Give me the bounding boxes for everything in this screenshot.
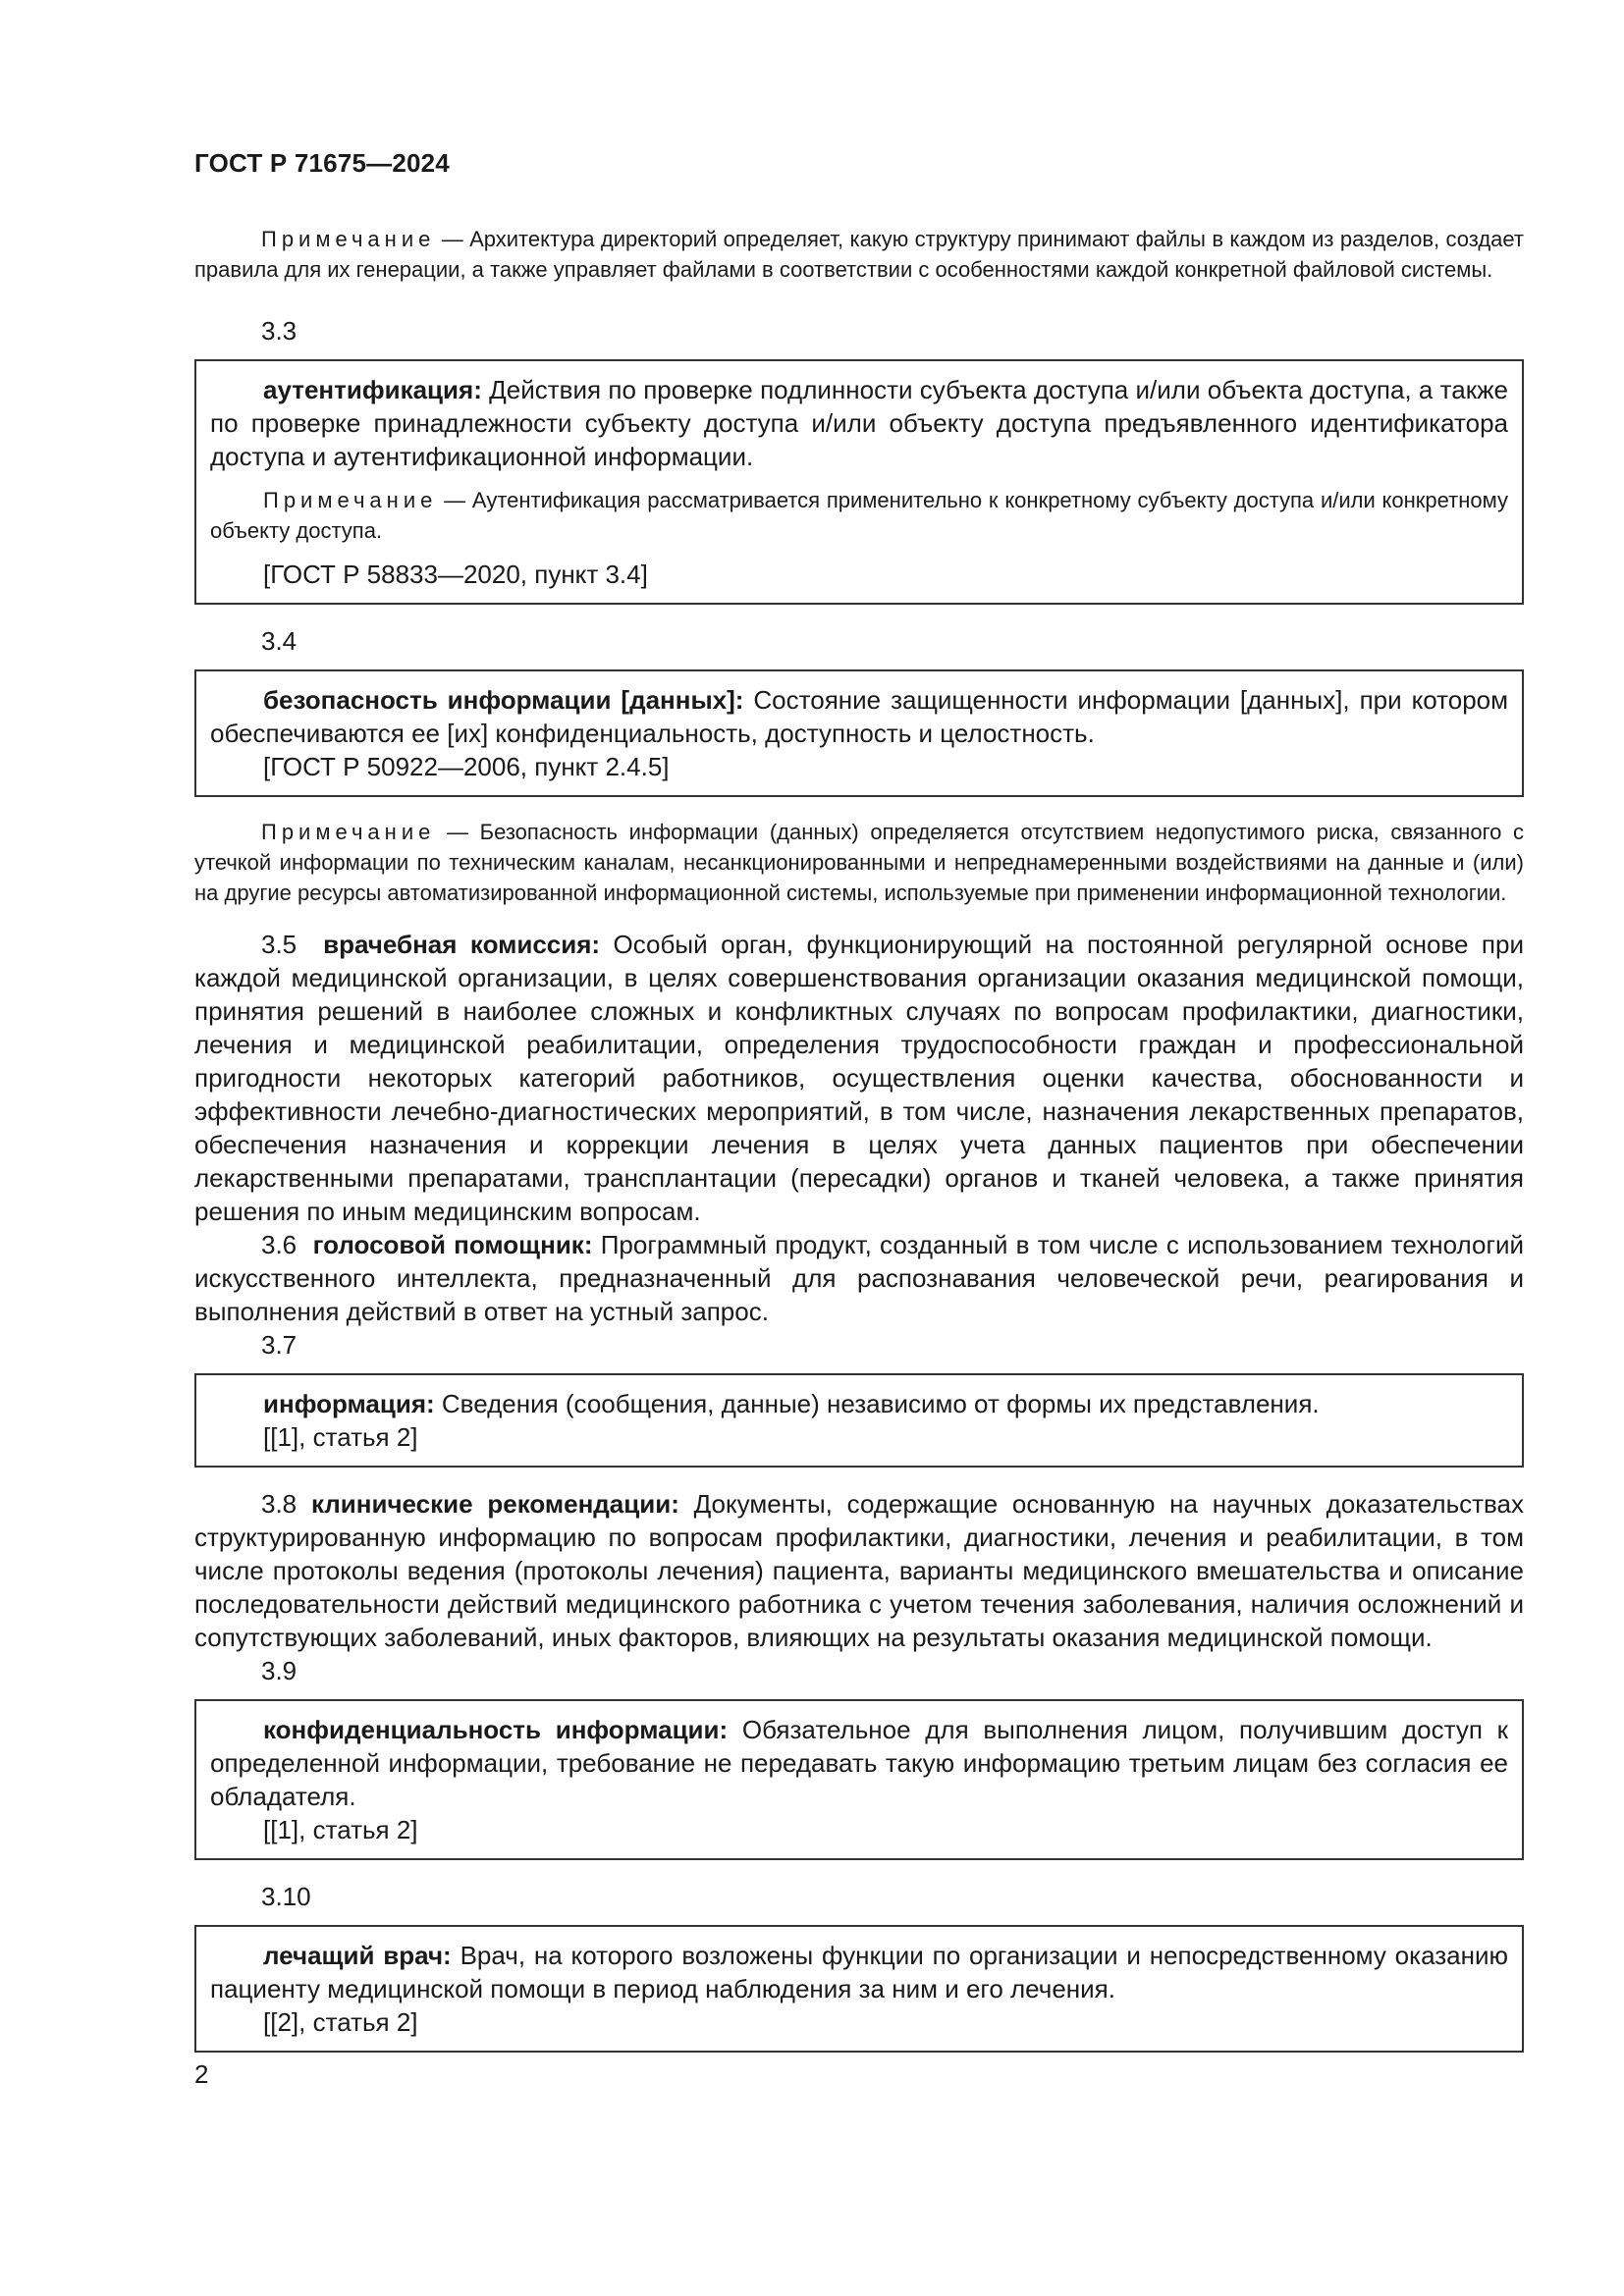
term-label: конфиденциальность информации: [263,1715,729,1744]
term-definition: Особый орган, функционирующий на постоянной регулярной основе при каждой медицинской организации, в целях совершенствования организации оказания медицинской помощи, принятия решений в наиболее сложных и конфликтных случаях по вопросам профилактики, диагностики, лечения и медицинской реабилитации, определения трудоспособности граждан и профессиональной пригодности некоторых категорий работников, осуществления оценки качества, обоснованности и эффективности лечебно-диагностических мероприятий, в том числе, назначения лекарственных препаратов, обеспечения назначения и коррекции лечения в целях учета данных пациентов при обеспечении лекарственными препаратами, трансплантации (пересадки) органов и тканей человека, а также принятия решения по иным медицинским вопросам. [194,930,1524,1226]
note-label: Примечание [261,227,436,251]
definition-paragraph [210,1387,1508,1420]
term-label: голосовой помощник: [312,1230,593,1259]
note-label: Примечание [261,820,436,844]
reference: [[2], статья 2] [263,2007,418,2037]
note-label: Примечание [263,488,438,512]
term-label: аутентификация: [263,375,482,404]
term-definition: Состояние защищенности информации [данных], при котором обеспечиваются ее [их] конфиденциальность, доступность и целостность. [210,685,1509,748]
term-definition: Программный продукт, созданный в том числе с использованием технологий искусственного интеллекта, предназначенный для распознавания человеческой речи, реагирования и выполнения действий в ответ на устный запрос. [194,1230,1525,1326]
term-definition: Сведения (сообщения, данные) независимо от формы их представления. [434,1389,1320,1418]
section-number: 3.8 [261,1489,298,1519]
term-box-information [194,1373,1524,1468]
definition-paragraph [210,1713,1508,1813]
note-paragraph [194,817,1524,908]
note-paragraph [194,224,1524,285]
page-number: 2 [194,2059,209,2089]
definition-paragraph [194,1487,1524,1654]
term-label: безопасность информации [данных]: [263,685,744,715]
section-number: 3.9 [261,1656,298,1685]
term-definition: Обязательное для выполнения лицом, получившим доступ к определенной информации, требование не передавать такую информацию третьим лицам без согласия ее обладателя. [210,1715,1508,1811]
note-text: — Безопасность информации (данных) определяется отсутствием недопустимого риска, связанного с утечкой информации по техническим каналам, несанкционированными и непреднамеренными воздействиями на данные и (или) на другие ресурсы автоматизированной информационной системы, используемые при применении информационной технологии. [194,820,1524,905]
term-box-information-security [194,669,1524,797]
document-header: ГОСТ Р 71675—2024 [194,148,450,178]
term-label: лечащий врач: [263,1941,452,1970]
definition-paragraph [210,1939,1508,2005]
term-definition: Документы, содержащие основанную на научных доказательствах структурированную информацию по вопросам профилактики, диагностики, лечения и реабилитации, в том числе протоколы ведения (протоколы лечения) пациента, варианты медицинского вмешательства и описание последовательности действий медицинского работника с учетом течения заболевания, наличия осложнений и сопутствующих заболеваний, иных факторов, влияющих на результаты оказания медицинской помощи. [194,1489,1525,1652]
term-box-attending-physician [194,1925,1524,2053]
term-box-confidentiality [194,1699,1524,1860]
term-box-authentication [194,359,1524,605]
section-number: 3.3 [261,316,298,346]
definition-paragraph [210,683,1508,750]
reference: [ГОСТ Р 50922—2006, пункт 2.4.5] [263,752,670,781]
term-label: информация: [263,1389,435,1418]
note-text: — Аутентификация рассматривается применительно к конкретному субъекту доступа и/или конкретному объекту доступа. [210,488,1508,543]
note-text: — Архитектура директорий определяет, какую структуру принимают файлы в каждом из разделов, создает правила для их генерации, а также управляет файлами в соответствии с особенностями каждой конкретной файловой системы. [194,227,1524,282]
definition-paragraph [210,373,1508,473]
section-number: 3.5 [261,930,298,959]
reference: [[1], статья 2] [263,1422,418,1452]
term-definition: Действия по проверке подлинности субъекта доступа и/или объекта доступа, а также по проверке принадлежности субъекту доступа и/или объекту доступа предъявленного идентификатора доступа и аутентификационной информации. [210,375,1508,471]
reference: [[1], статья 2] [263,1815,418,1844]
definition-paragraph [194,1228,1524,1328]
section-number: 3.7 [261,1330,298,1360]
section-number: 3.6 [261,1230,298,1259]
note-paragraph [210,485,1508,546]
section-number: 3.4 [261,626,298,656]
term-definition: Врач, на которого возложены функции по организации и непосредственному оказанию пациенту медицинской помощи в период наблюдения за ним и его лечения. [210,1941,1509,2003]
definition-paragraph [194,928,1524,1228]
page-content [194,224,1524,2053]
section-number: 3.10 [261,1882,311,1911]
term-label: врачебная комиссия: [323,930,601,959]
reference: [ГОСТ Р 58833—2020, пункт 3.4] [263,560,648,589]
term-label: клинические рекомендации: [310,1489,679,1519]
